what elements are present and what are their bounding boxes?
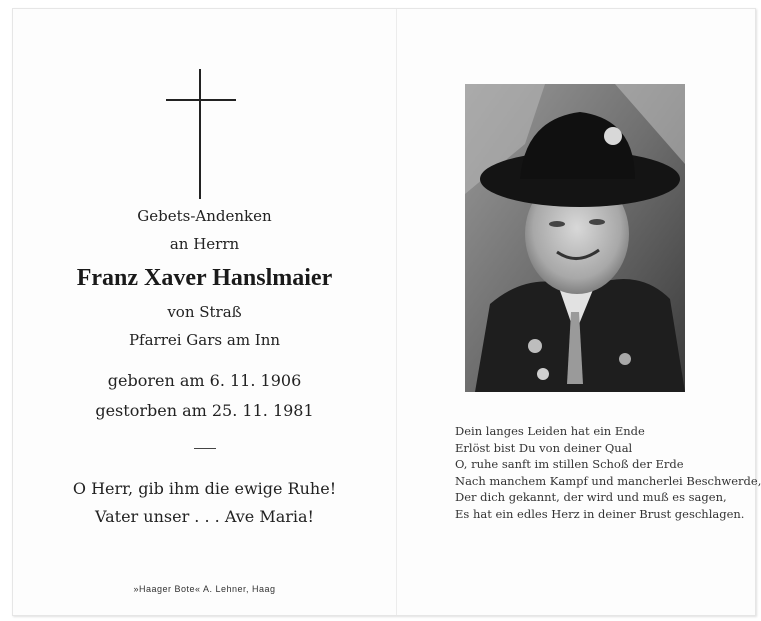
- cross-icon: [199, 69, 201, 199]
- origin-text: von Straß: [167, 303, 242, 321]
- prayer-line-1: O Herr, gib ihm die ewige Ruhe!: [72, 479, 337, 498]
- poem-line: Es hat ein edles Herz in deiner Brust geschlagen.: [455, 506, 745, 521]
- prayer-line-2: Vater unser . . . Ave Maria!: [95, 507, 314, 526]
- poem-line: O, ruhe sanft im stillen Schoß der Erde: [455, 457, 684, 472]
- right-panel: [397, 9, 761, 615]
- poem-line: Nach manchem Kampf und mancherlei Beschwerde,: [455, 473, 761, 488]
- death-date: gestorben am 25. 11. 1981: [95, 401, 314, 420]
- memorial-card: [12, 8, 761, 616]
- deceased-name: Franz Xaver Hanslmaier: [76, 265, 333, 291]
- cross-icon-bar: [166, 99, 236, 101]
- poem-line: Erlöst bist Du von deiner Qual: [455, 440, 633, 455]
- birth-date: geboren am 6. 11. 1906: [107, 371, 302, 390]
- poem: [455, 423, 761, 523]
- printer-credit: »Haager Bote« A. Lehner, Haag: [133, 584, 276, 594]
- portrait-photo: [465, 84, 685, 392]
- divider: [194, 448, 216, 449]
- poem-line: Dein langes Leiden hat ein Ende: [455, 424, 645, 438]
- poem-line: Der dich gekannt, der wird und muß es sagen,: [455, 490, 727, 505]
- portrait-image: [465, 84, 685, 392]
- left-panel: [13, 9, 396, 615]
- parish-text: Pfarrei Gars am Inn: [128, 331, 281, 349]
- intro-text: Gebets-Andenken: [137, 207, 272, 225]
- addressee-text: an Herrn: [169, 235, 240, 253]
